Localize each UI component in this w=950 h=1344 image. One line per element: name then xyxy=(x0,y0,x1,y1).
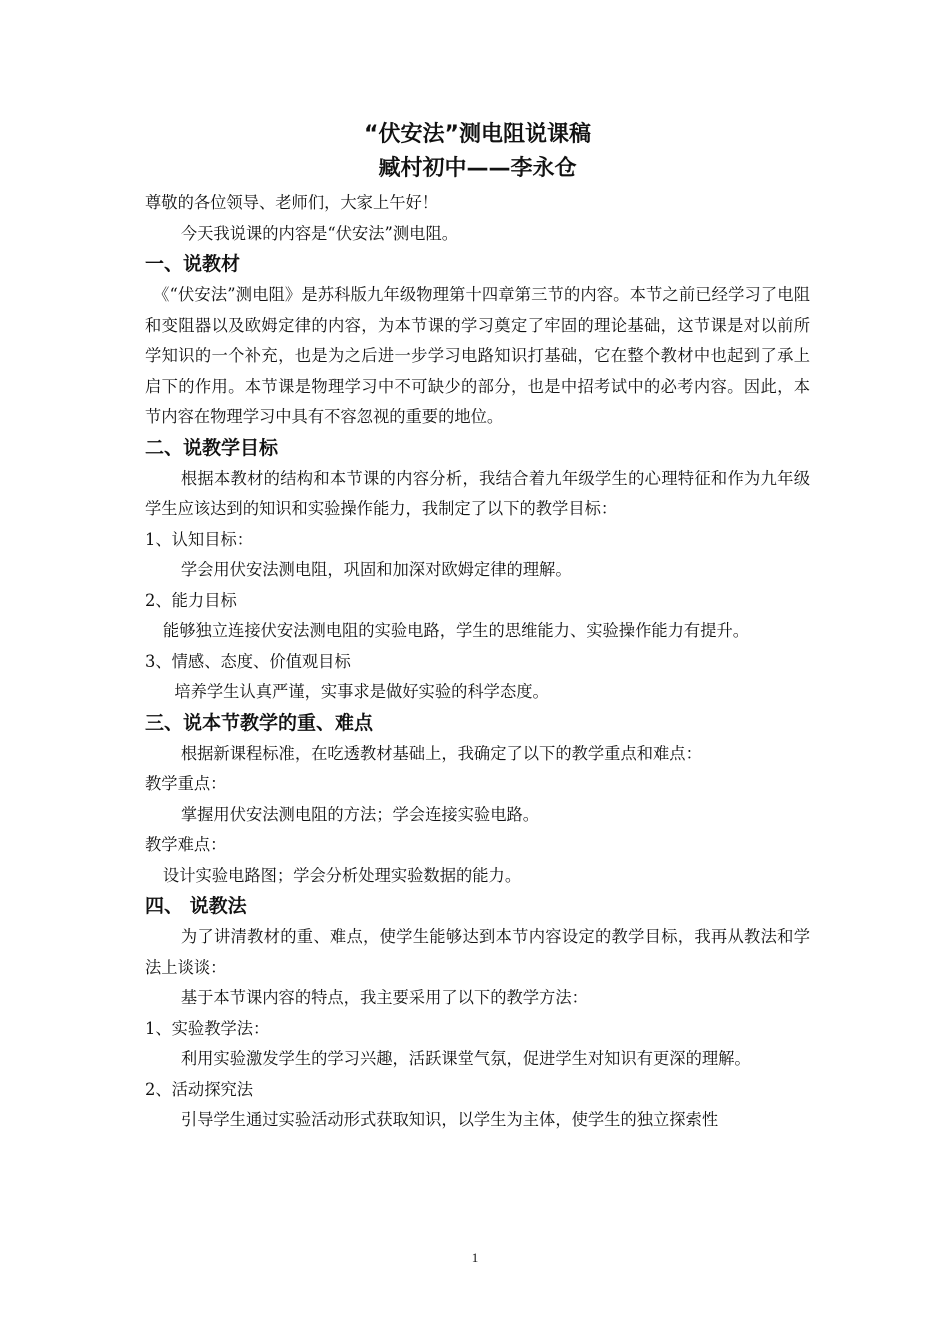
method-text-inquiry: 引导学生通过实验活动形式获取知识，以学生为主体，使学生的独立探索性 xyxy=(180,1110,719,1129)
keypoint-text-focus: 掌握用伏安法测电阻的方法；学会连接实验电路。 xyxy=(180,804,540,824)
methods-paragraph-2: 基于本节课内容的特点，我主要采用了以下的教学方法： xyxy=(180,988,588,1007)
goal-text-cognitive: 学会用伏安法测电阻，巩固和加深对欧姆定律的理解。 xyxy=(180,560,572,579)
keypoints-paragraph: 根据新课程标准，在吃透教材基础上，我确定了以下的教学重点和难点： xyxy=(180,743,702,763)
section-heading-methods: 四、 说教法 xyxy=(145,895,247,917)
keypoint-text-difficulty: 设计实验电路图；学会分析处理实验数据的能力。 xyxy=(162,865,522,885)
goal-label-cognitive: 1、认知目标： xyxy=(145,529,254,549)
method-text-experiment: 利用实验激发学生的学习兴趣，活跃课堂气氛，促进学生对知识有更深的理解。 xyxy=(180,1049,751,1068)
method-label-inquiry: 2、活动探究法 xyxy=(145,1079,254,1099)
goal-label-emotion: 3、情感、态度、价值观目标 xyxy=(145,651,351,671)
section-heading-textbook: 一、说教材 xyxy=(145,253,241,275)
document-title: “伏安法”测电阻说课稿 xyxy=(364,122,591,147)
greeting: 尊敬的各位领导、老师们，大家上午好！ xyxy=(145,193,439,212)
goal-text-ability: 能够独立连接伏安法测电阻的实验电路，学生的思维能力、实验操作能力有提升。 xyxy=(162,621,750,640)
intro-paragraph: 今天我说课的内容是“伏安法”测电阻。 xyxy=(180,223,459,243)
goals-paragraph: 根据本教材的结构和本节课的内容分析，我结合着九年级学生的心理特征和作为九年级学生应该达到的知识和实验操作能力，我制定了以下的教学目标： xyxy=(145,468,810,518)
document-author-line: 臧村初中——李永仓 xyxy=(378,156,577,181)
goal-label-ability: 2、能力目标 xyxy=(145,590,237,610)
keypoint-label-difficulty: 教学难点： xyxy=(145,835,227,854)
goal-text-emotion: 培养学生认真严谨，实事求是做好实验的科学态度。 xyxy=(174,682,549,701)
method-label-experiment: 1、实验教学法： xyxy=(145,1018,270,1038)
section-heading-goals: 二、说教学目标 xyxy=(145,436,279,459)
page-number: 1 xyxy=(471,1250,479,1265)
document-body xyxy=(145,118,810,1136)
textbook-paragraph: 《“伏安法”测电阻》是苏科版九年级物理第十四章第三节的内容。本节之前已经学习了电阻和变阻器以及欧姆定律的内容，为本节课的学习奠定了牢固的理论基础，这节课是对以前所学知识的一个补充，也是为之后进一步学习电路知识打基础，它在整个教材中也起到了承上启下的作用。本节课是物理学习中不可缺少的部分，也是中招考试中的必考内容。因此，本节内容在物理学习中具有不容忽视的重要的地位。 xyxy=(145,285,810,426)
keypoint-label-focus: 教学重点： xyxy=(145,774,227,793)
methods-paragraph-1: 为了讲清教材的重、难点，使学生能够达到本节内容设定的教学目标，我再从教法和学法上谈谈： xyxy=(145,927,810,977)
section-heading-keypoints: 三、说本节教学的重、难点 xyxy=(145,711,374,734)
